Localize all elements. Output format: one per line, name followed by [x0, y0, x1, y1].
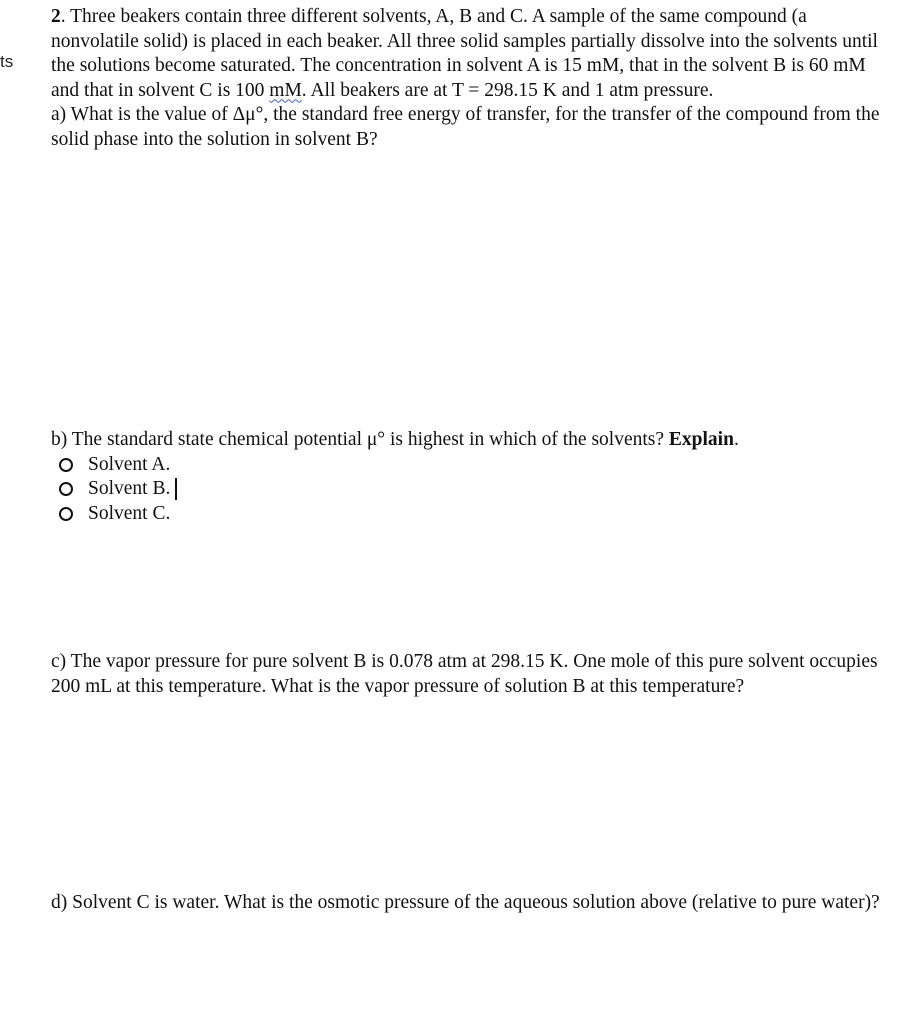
option-solvent-a[interactable] — [51, 453, 881, 478]
part-b-emphasis: Explain — [668, 429, 734, 450]
part-b-prompt-end: . — [733, 429, 739, 450]
part-a-question: a) What is the value of Δμ°, the standard free energy of transfer, for the transfer of the compound from the solid phase into the solution in solvent B? — [51, 104, 880, 150]
radio-circle-icon[interactable] — [59, 482, 73, 496]
part-b-prompt: b) The standard state chemical potential μ° is highest in which of the solvents? — [51, 429, 669, 450]
option-label: Solvent C. — [88, 502, 171, 524]
option-solvent-c[interactable] — [51, 502, 881, 527]
spellcheck-unit[interactable]: mM — [269, 79, 302, 101]
part-b-question — [51, 428, 881, 453]
part-c-answer-space[interactable] — [51, 699, 881, 891]
radio-circle-icon[interactable] — [59, 507, 73, 521]
option-label: Solvent A. — [88, 453, 171, 475]
question-intro — [51, 5, 881, 103]
part-c-question: c) The vapor pressure for pure solvent B is 0.078 atm at 298.15 K. One mole of this pure solvent occupies 200 mL at this temperature. What is the vapor pressure of solution B at this temperature? — [51, 651, 878, 697]
question-intro-end: . All beakers are at T = 298.15 K and 1 atm pressure. — [301, 79, 714, 101]
sidebar-points-label: ts — [0, 52, 14, 71]
question-document — [51, 5, 881, 916]
question-intro-text: . Three beakers contain three different solvents, A, B and C. A sample of the same compound (a nonvolatile solid) is placed in each beaker. All three solid samples partially dissolve into the solvents until the solutions become saturated. The concentration in solvent A is 15 mM, that in the solvent B is 60 mM and that in solvent C is 100 — [51, 6, 878, 101]
part-d-question: d) Solvent C is water. What is the osmotic pressure of the aqueous solution above (relative to pure water)? — [51, 892, 880, 913]
part-a-answer-space[interactable] — [51, 152, 881, 428]
question-number: 2 — [51, 6, 61, 27]
option-solvent-b[interactable] — [51, 477, 881, 502]
text-cursor-icon — [175, 478, 177, 500]
radio-circle-icon[interactable] — [59, 458, 73, 472]
option-label: Solvent B. — [88, 478, 171, 499]
part-b-options — [51, 453, 881, 527]
part-b-answer-space[interactable] — [51, 526, 881, 650]
